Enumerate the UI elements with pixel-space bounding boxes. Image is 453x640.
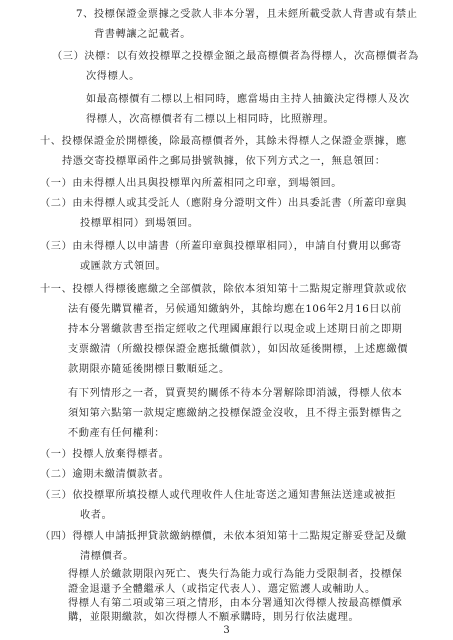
text-line: 購，並限期繳款，如次得標人不願承購時，則另行依法處理。 [68,612,360,623]
text-line: 次得標人。 [86,71,140,82]
text-line: （一）投標人放棄得標者。 [40,449,170,460]
text-line: 持本分署繳款書至指定經收之代理國庫銀行以現金或上述期日前之即期 [68,324,403,335]
text-line: 十一、投標人得標後應繳之全部價款，除依本須知第十二點規定辦理貸款或依 [40,284,407,295]
text-line: 背書轉讓之記載者。 [94,29,192,40]
text-line: （三）依投標單所填投標人或代理收件人住址寄送之通知書無法送達或被拒 [40,490,396,501]
text-line: 清標價者。 [80,551,134,562]
page-number: 3 [223,625,230,636]
text-line: 款期限亦隨延後開標日數順延之。 [68,364,230,375]
text-line: （三）決標：以有效投標單之投標金額之最高標價者為得標人，次高標價者為 [52,51,419,62]
text-line: 有下列情形之一者，買賣契約關係不待本分署解除即消滅，得標人依本 [68,388,403,399]
text-line: 持憑交寄投標單函件之郵局掛號執據，依下列方式之一，無息領回： [62,156,386,167]
text-line: 投標單相同）到場領回。 [80,218,199,229]
text-line: 或匯款方式領回。 [80,261,167,272]
text-line: （二）由未得標人或其受託人（應附身分證明文件）出具委託書（所蓋印章與 [40,198,407,209]
text-line: （三）由未得標人以申請書（所蓋印章與投標單相同），申請自付費用以郵寄 [40,241,402,252]
text-line: 7、投標保證金票據之受款人非本分署，且未經所載受款人背書或有禁止 [76,9,418,20]
text-line: （四）得標人申請抵押貸款繳納標價，未依本須知第十二點規定辦妥登記及繳 [40,531,407,542]
text-line: 須知第六點第一款規定應繳納之投標保證金沒收，且不得主張對標售之 [68,408,403,419]
text-line: 得標人，次高標價者有二標以上相同時，比照辦理。 [86,114,335,125]
text-line: 法有優先購買權者，另候通知繳納外，其餘均應在106年2月16日以前 [68,304,402,315]
text-line: （二）逾期未繳清價款者。 [40,469,170,480]
text-line: 十、投標保證金於開標後，除最高標價者外，其餘未得標人之保證金票據，應 [40,136,407,147]
text-line: 收者。 [80,510,113,521]
text-line: 不動產有任何權利： [68,428,166,439]
text-line: 支票繳清（所繳投標保證金應抵繳價款），如因故延後開標，上述應繳價 [68,344,409,355]
text-line: 證金退還予全體繼承人（或指定代表人）、選定監護人或輔助人。 [68,584,376,595]
text-line: 得標人有第二項或第三項之情形，由本分署通知次得標人按最高標價承 [68,598,403,609]
text-line: 如最高標價有二標以上相同時，應當場由主持人抽籤決定得標人及次 [86,94,410,105]
text-line: （一）由未得標人出具與投標單內所蓋相同之印章，到場領回。 [40,178,343,189]
text-line: 得標人於繳款期限內死亡、喪失行為能力或行為能力受限制者，投標保 [68,569,403,580]
